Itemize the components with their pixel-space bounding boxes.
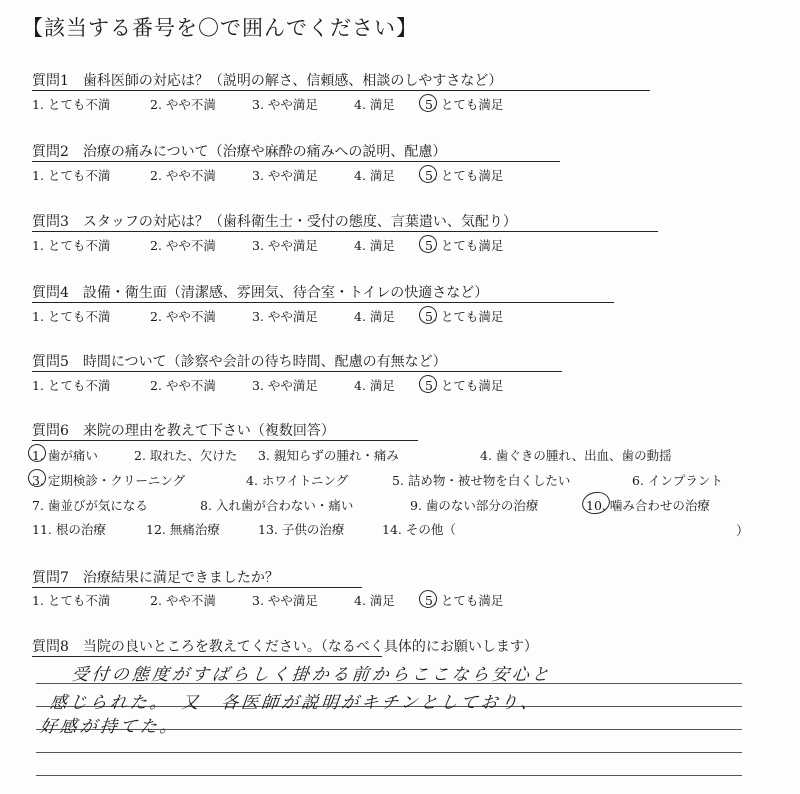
q6-option-3[interactable]: 3. 親知らずの腫れ・痛み: [258, 448, 399, 463]
q5-option-1[interactable]: 1. とても不満: [32, 378, 111, 393]
q6-option-5[interactable]: 3. 定期検診・クリーニング: [32, 473, 186, 488]
handwritten-answer-line-2: 感じられた。 又 各医師が説明がキチンとしており、: [48, 693, 542, 713]
question-7-text: 治療結果に満足できましたか？: [82, 570, 279, 586]
q6-option-15[interactable]: 13. 子供の治療: [258, 522, 345, 537]
q2-option-2[interactable]: 2. やや不満: [150, 168, 216, 183]
q1-option-1[interactable]: 1. とても不満: [32, 97, 111, 112]
question-1-label: 質問1: [32, 73, 69, 89]
question-4-text: 設備・衛生面（清潔感、雰囲気、待合室・トイレの快適さなど）: [82, 285, 489, 301]
question-3: [32, 211, 517, 231]
question-3-text: スタッフの対応は？（歯科衛生士・受付の態度、言葉遣い、気配り）: [82, 214, 517, 230]
q6-option-11[interactable]: 9. 歯のない部分の治療: [410, 498, 539, 513]
q3-option-3[interactable]: 3. やや満足: [252, 238, 318, 253]
q5-option-4[interactable]: 4. 満足: [354, 378, 395, 393]
q4-option-2[interactable]: 2. やや不満: [150, 309, 216, 324]
question-7: [32, 567, 279, 587]
q7-option-4[interactable]: 4. 満足: [354, 593, 395, 608]
question-3-underline: [32, 231, 658, 232]
question-6-underline: [32, 440, 418, 441]
question-7-label: 質問7: [32, 570, 69, 586]
question-4-label: 質問4: [32, 285, 69, 301]
q6-other-close-paren: ）: [736, 524, 750, 539]
handwritten-answer-line-3: 好感が持てた。: [38, 717, 181, 737]
q6-option-7[interactable]: 5. 詰め物・被せ物を白くしたい: [392, 473, 571, 488]
q1-option-5[interactable]: 5. とても満足: [425, 97, 504, 112]
question-8-underline: [32, 656, 382, 657]
answer-line-4: [36, 752, 742, 753]
question-6: [32, 420, 335, 440]
question-2: [32, 141, 446, 161]
q4-option-1[interactable]: 1. とても不満: [32, 309, 111, 324]
q5-option-5[interactable]: 5. とても満足: [425, 378, 504, 393]
question-8: [32, 636, 538, 656]
q6-option-13[interactable]: 11. 根の治療: [32, 522, 106, 537]
question-5-underline: [32, 371, 562, 372]
q4-option-5[interactable]: 5. とても満足: [425, 309, 504, 324]
question-7-underline: [32, 587, 362, 588]
q7-option-1[interactable]: 1. とても不満: [32, 593, 111, 608]
question-1: [32, 70, 502, 90]
page-title: 【該当する番号を〇で囲んでください】: [22, 16, 418, 40]
q3-option-4[interactable]: 4. 満足: [354, 238, 395, 253]
q1-option-4[interactable]: 4. 満足: [354, 97, 395, 112]
q1-option-3[interactable]: 3. やや満足: [252, 97, 318, 112]
question-8-label: 質問8: [32, 639, 69, 655]
q2-option-3[interactable]: 3. やや満足: [252, 168, 318, 183]
q6-option-14[interactable]: 12. 無痛治療: [146, 522, 220, 537]
question-8-text: 当院の良いところを教えてください。（なるべく具体的にお願いします）: [82, 639, 538, 655]
q7-option-3[interactable]: 3. やや満足: [252, 593, 318, 608]
q6-option-12[interactable]: 10. 噛み合わせの治療: [586, 498, 710, 513]
q6-option-8[interactable]: 6. インプラント: [632, 473, 723, 488]
q5-option-2[interactable]: 2. やや不満: [150, 378, 216, 393]
q3-option-1[interactable]: 1. とても不満: [32, 238, 111, 253]
q6-option-6[interactable]: 4. ホワイトニング: [246, 473, 349, 488]
question-1-text: 歯科医師の対応は？（説明の解さ、信頼感、相談のしやすさなど）: [82, 73, 503, 89]
q3-option-2[interactable]: 2. やや不満: [150, 238, 216, 253]
q6-option-16[interactable]: 14. その他（: [382, 522, 456, 537]
q6-option-1[interactable]: 1. 歯が痛い: [32, 448, 98, 463]
q7-option-5[interactable]: 5. とても満足: [425, 593, 504, 608]
question-6-text: 来院の理由を教えて下さい（複数回答）: [82, 423, 335, 439]
question-5-text: 時間について（診察や会計の待ち時間、配慮の有無など）: [82, 354, 447, 370]
q2-option-5[interactable]: 5. とても満足: [425, 168, 504, 183]
q6-option-4[interactable]: 4. 歯ぐきの腫れ、出血、歯の動揺: [480, 448, 672, 463]
q1-option-2[interactable]: 2. やや不満: [150, 97, 216, 112]
question-5-label: 質問5: [32, 354, 69, 370]
q2-option-4[interactable]: 4. 満足: [354, 168, 395, 183]
question-1-underline: [32, 90, 650, 91]
question-2-text: 治療の痛みについて（治療や麻酔の痛みへの説明、配慮）: [82, 144, 447, 160]
question-4: [32, 282, 488, 302]
q5-option-3[interactable]: 3. やや満足: [252, 378, 318, 393]
q6-option-10[interactable]: 8. 入れ歯が合わない・痛い: [200, 498, 354, 513]
q6-option-2[interactable]: 2. 取れた、欠けた: [134, 448, 238, 463]
question-6-label: 質問6: [32, 423, 69, 439]
q4-option-3[interactable]: 3. やや満足: [252, 309, 318, 324]
question-2-label: 質問2: [32, 144, 69, 160]
answer-line-5: [36, 775, 742, 776]
question-2-underline: [32, 161, 560, 162]
q3-option-5[interactable]: 5. とても満足: [425, 238, 504, 253]
question-3-label: 質問3: [32, 214, 69, 230]
q7-option-2[interactable]: 2. やや不満: [150, 593, 216, 608]
question-5: [32, 351, 447, 371]
q4-option-4[interactable]: 4. 満足: [354, 309, 395, 324]
q2-option-1[interactable]: 1. とても不満: [32, 168, 111, 183]
question-4-underline: [32, 302, 614, 303]
q6-option-9[interactable]: 7. 歯並びが気になる: [32, 498, 148, 513]
handwritten-answer-line-1: 受付の態度がすばらしく掛かる前からここなら安心と: [70, 665, 553, 685]
